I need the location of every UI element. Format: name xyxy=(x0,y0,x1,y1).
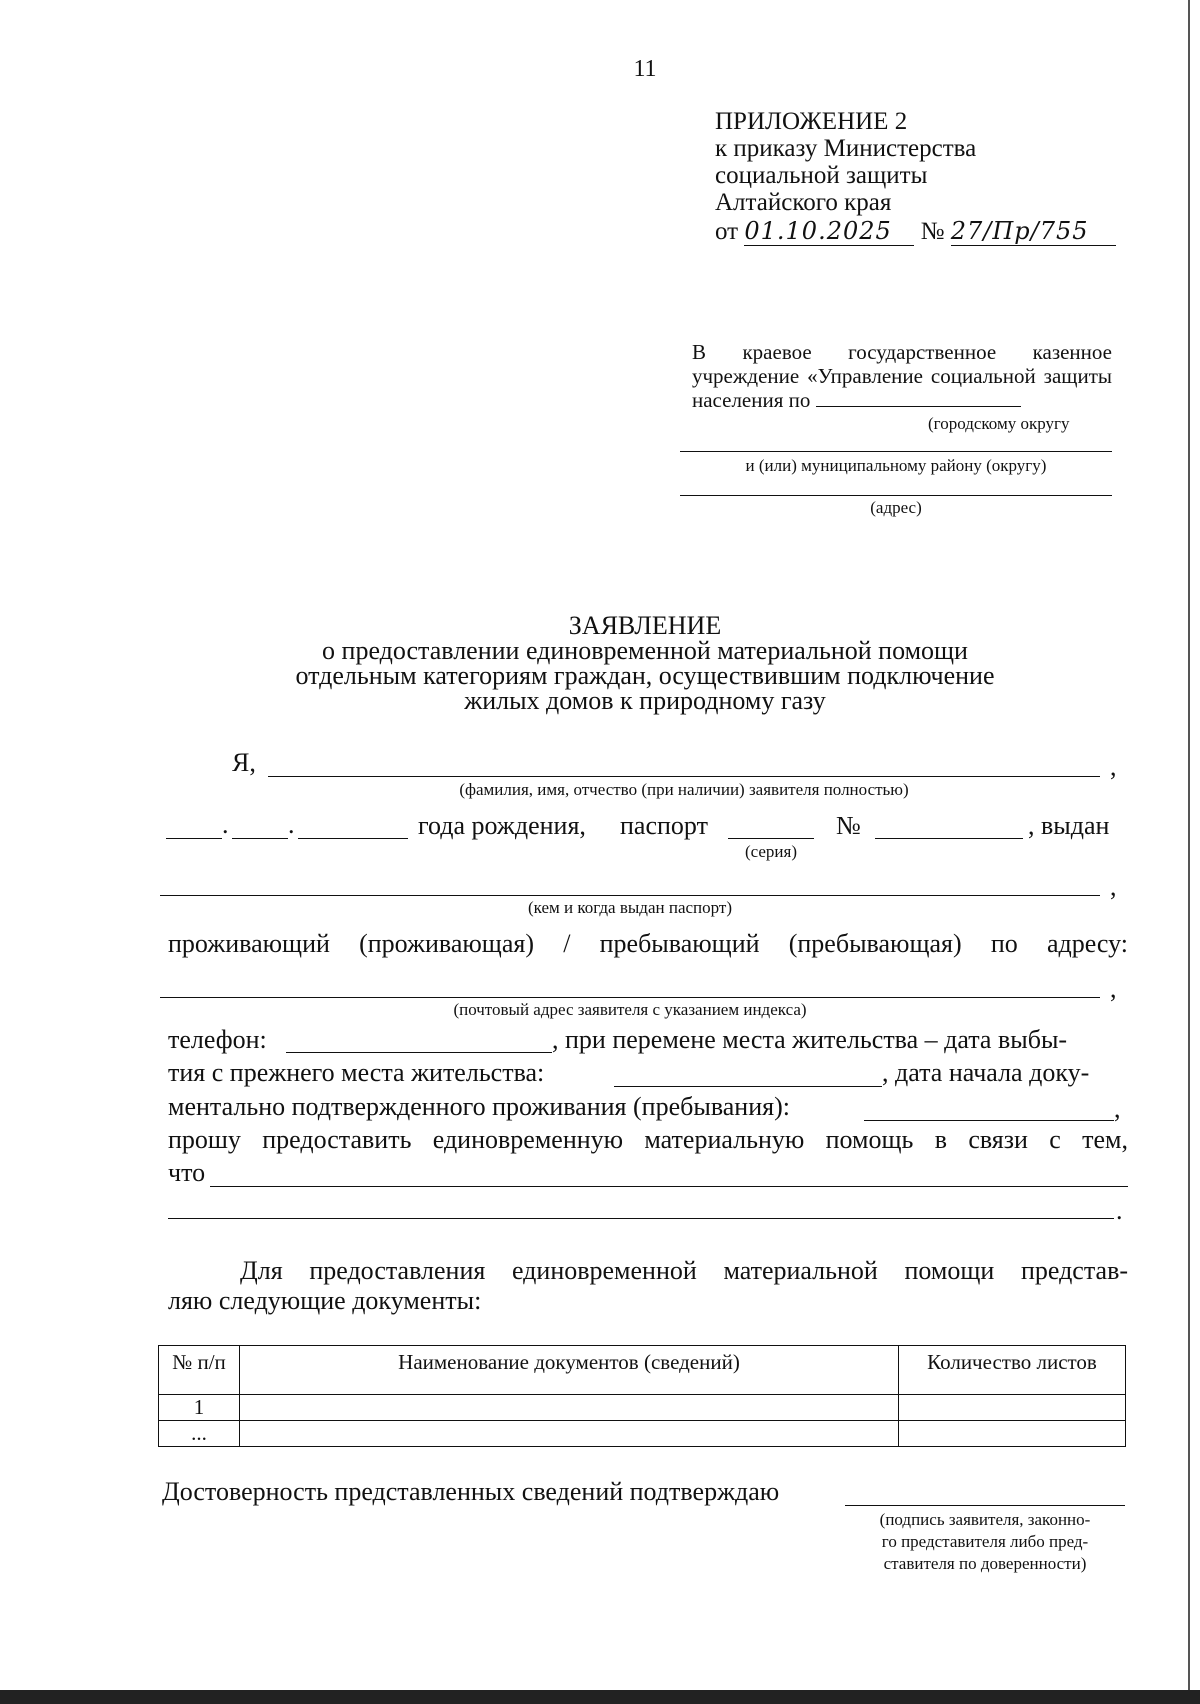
residing-text: проживающий (проживающая) / пребывающий (пребывающая) по адресу: xyxy=(168,929,1128,958)
caption-district: (городскому округу xyxy=(928,414,1070,433)
addressee-text: В краевое государственное казенное учреждение «Управление социальной защиты населения по xyxy=(692,340,1112,412)
address-line[interactable] xyxy=(680,495,1112,496)
caption-signature: (подпись заявителя, законно- го представителя либо пред- ставителя по доверенности) xyxy=(879,1510,1091,1573)
caption-municipal: и (или) муниципальному району (округу) xyxy=(745,456,1047,475)
docs-intro xyxy=(168,1256,1128,1316)
table-cell-name[interactable] xyxy=(240,1395,899,1421)
table-cell-num: 1 xyxy=(159,1395,240,1421)
comma: , xyxy=(1110,974,1117,1003)
appendix-line: Алтайского края xyxy=(715,189,892,216)
reason-field-2[interactable] xyxy=(168,1218,1114,1219)
table-row xyxy=(159,1421,1126,1447)
start-date-field[interactable] xyxy=(864,1120,1114,1121)
appendix-line: к приказу Министерства xyxy=(715,135,977,162)
documents-table xyxy=(158,1345,1126,1447)
postal-address-field[interactable] xyxy=(160,997,1100,998)
issued-label: , выдан xyxy=(1028,811,1110,840)
order-number: 27/Пр/755 xyxy=(951,218,1116,246)
table-header: № п/п xyxy=(159,1346,240,1395)
caption-address: (адрес) xyxy=(870,498,922,517)
title-line: жилых домов к природному газу xyxy=(464,686,826,715)
table-cell-count[interactable] xyxy=(899,1395,1126,1421)
dot: . xyxy=(288,810,295,839)
municipal-line[interactable] xyxy=(680,451,1112,452)
table-header: Количество листов xyxy=(899,1346,1126,1395)
date-prefix: от xyxy=(715,218,739,245)
phone-label: телефон: xyxy=(168,1025,267,1054)
document-title xyxy=(0,613,1200,713)
passport-label: паспорт xyxy=(620,811,708,840)
caption-postal: (почтовый адрес заявителя с указанием индекса) xyxy=(453,1000,807,1019)
comma: , xyxy=(1110,872,1117,901)
table-header-row xyxy=(159,1346,1126,1395)
issued-by-field[interactable] xyxy=(160,895,1100,896)
start-label: , дата начала доку- xyxy=(882,1058,1090,1087)
period: . xyxy=(1116,1196,1123,1225)
departure-date-field[interactable] xyxy=(614,1086,882,1087)
reason-field[interactable] xyxy=(210,1186,1128,1187)
appendix-title: ПРИЛОЖЕНИЕ 2 xyxy=(715,108,908,135)
scan-bottom-band xyxy=(0,1690,1200,1704)
birth-month-field[interactable] xyxy=(232,838,288,839)
district-field[interactable] xyxy=(816,406,1021,407)
appendix-line: социальной защиты xyxy=(715,162,928,189)
title-heading: ЗАЯВЛЕНИЕ xyxy=(568,611,722,640)
comma: , xyxy=(1114,1094,1121,1123)
birth-label: года рождения, xyxy=(418,811,586,840)
documented-label: ментально подтвержденного проживания (пребывания): xyxy=(168,1092,790,1121)
fio-field[interactable] xyxy=(268,776,1100,777)
title-line: о предоставлении единовременной материальной помощи xyxy=(322,636,968,665)
signature-field[interactable] xyxy=(845,1505,1125,1506)
caption-fio: (фамилия, имя, отчество (при наличии) заявителя полностью) xyxy=(459,780,909,799)
passport-number-field[interactable] xyxy=(875,838,1023,839)
caption-series: (серия) xyxy=(744,842,798,861)
page-number: 11 xyxy=(633,56,657,82)
birth-day-field[interactable] xyxy=(166,838,222,839)
table-cell-name[interactable] xyxy=(240,1421,899,1447)
appendix-date-line xyxy=(715,218,1116,246)
birth-year-field[interactable] xyxy=(298,838,408,839)
confirm-text: Достоверность представленных сведений подтверждаю xyxy=(162,1477,780,1506)
table-row xyxy=(159,1395,1126,1421)
comma: , xyxy=(1110,752,1117,781)
departure-label: тия с прежнего места жительства: xyxy=(168,1058,545,1087)
passport-series-field[interactable] xyxy=(728,838,814,839)
passport-no-label: № xyxy=(836,811,861,840)
title-line: отдельным категориям граждан, осуществившим подключение xyxy=(295,661,995,690)
scan-edge xyxy=(1188,0,1190,1704)
that-label: что xyxy=(168,1158,206,1187)
table-header: Наименование документов (сведений) xyxy=(240,1346,899,1395)
table-cell-num: ... xyxy=(159,1421,240,1447)
move-text: , при перемене места жительства – дата выбы- xyxy=(552,1025,1068,1054)
i-label: Я, xyxy=(232,748,256,777)
request-text: прошу предоставить единовременную материальную помощь в связи с тем, xyxy=(168,1125,1128,1154)
appendix-block xyxy=(715,108,1116,246)
caption-issued-by: (кем и когда выдан паспорт) xyxy=(527,898,732,917)
order-date: 01.10.2025 xyxy=(744,218,914,246)
dot: . xyxy=(222,810,229,839)
phone-field[interactable] xyxy=(286,1052,552,1053)
table-cell-count[interactable] xyxy=(899,1421,1126,1447)
docs-intro-line: Для предоставления единовременной материальной помощи представ- xyxy=(240,1256,1128,1285)
number-prefix: № xyxy=(920,218,945,245)
addressee-block xyxy=(692,340,1112,412)
docs-intro-line: ляю следующие документы: xyxy=(168,1286,482,1315)
